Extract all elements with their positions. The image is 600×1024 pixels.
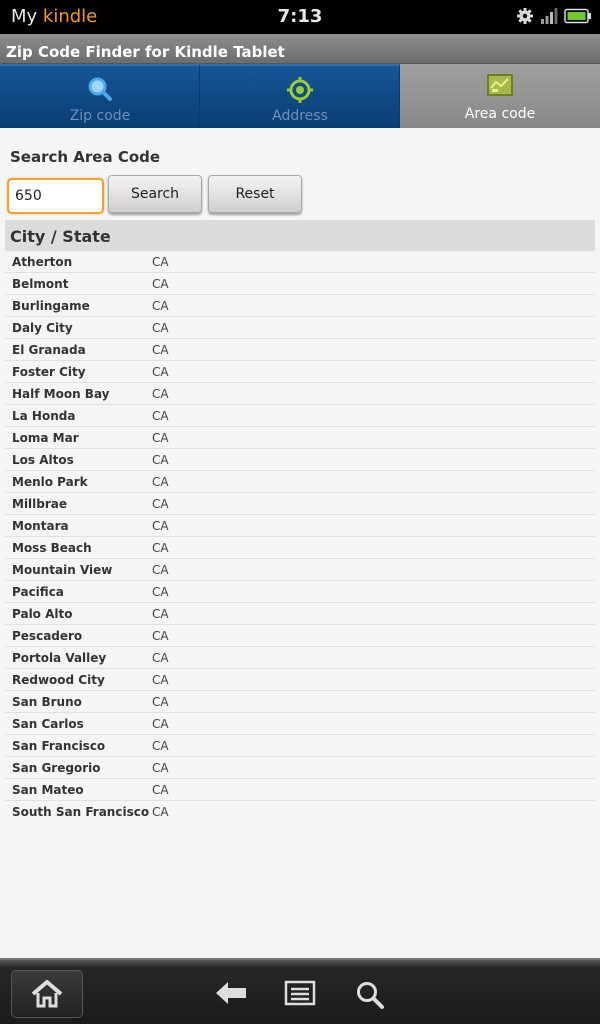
state-cell: CA <box>152 387 169 401</box>
menu-icon[interactable] <box>284 980 316 1006</box>
search-button[interactable]: Search <box>108 175 202 213</box>
state-cell: CA <box>152 497 169 511</box>
state-cell: CA <box>152 761 169 775</box>
results-list <box>5 251 595 823</box>
state-cell: CA <box>152 629 169 643</box>
tab-address[interactable] <box>200 64 400 128</box>
state-cell: CA <box>152 299 169 313</box>
table-row[interactable] <box>5 779 595 801</box>
battery-icon <box>564 8 592 24</box>
tab-label: Zip code <box>69 108 131 124</box>
city-cell: Burlingame <box>12 299 90 313</box>
reset-button[interactable]: Reset <box>208 175 302 213</box>
tab-label: Address <box>272 108 328 124</box>
state-cell: CA <box>152 365 169 379</box>
table-row[interactable] <box>5 537 595 559</box>
state-cell: CA <box>152 255 169 269</box>
state-cell: CA <box>152 519 169 533</box>
table-header: City / State <box>5 220 595 251</box>
tab-area-code[interactable] <box>400 64 600 128</box>
search-section-title: Search Area Code <box>10 148 161 166</box>
table-row[interactable] <box>5 559 595 581</box>
table-row[interactable] <box>5 427 595 449</box>
area-code-input[interactable] <box>7 178 104 214</box>
city-cell: La Honda <box>12 409 76 423</box>
table-row[interactable] <box>5 581 595 603</box>
table-row[interactable] <box>5 669 595 691</box>
tab-bar <box>0 64 600 128</box>
city-cell: Palo Alto <box>12 607 73 621</box>
gear-icon[interactable] <box>516 7 534 25</box>
city-cell: El Granada <box>12 343 86 357</box>
table-row[interactable] <box>5 625 595 647</box>
city-cell: Montara <box>12 519 69 533</box>
table-row[interactable] <box>5 317 595 339</box>
city-cell: San Mateo <box>12 783 84 797</box>
city-cell: Los Altos <box>12 453 74 467</box>
city-cell: Atherton <box>12 255 73 269</box>
table-row[interactable] <box>5 603 595 625</box>
city-cell: Redwood City <box>12 673 105 687</box>
search-icon[interactable] <box>355 980 385 1010</box>
back-arrow-icon[interactable] <box>214 980 248 1006</box>
status-icons <box>516 7 592 25</box>
brand-kindle: kindle <box>42 6 98 27</box>
table-row[interactable] <box>5 757 595 779</box>
table-row[interactable] <box>5 471 595 493</box>
status-bar <box>0 0 600 34</box>
state-cell: CA <box>152 695 169 709</box>
state-cell: CA <box>152 541 169 555</box>
table-row[interactable] <box>5 691 595 713</box>
city-cell: Foster City <box>12 365 86 379</box>
state-cell: CA <box>152 475 169 489</box>
map-icon <box>487 74 513 96</box>
city-cell: Pescadero <box>12 629 83 643</box>
city-cell: Pacifica <box>12 585 64 599</box>
table-row[interactable] <box>5 273 595 295</box>
state-cell: CA <box>152 607 169 621</box>
table-row[interactable] <box>5 801 595 823</box>
target-icon <box>286 76 314 104</box>
state-cell: CA <box>152 739 169 753</box>
state-cell: CA <box>152 563 169 577</box>
table-row[interactable] <box>5 735 595 757</box>
city-cell: San Bruno <box>12 695 82 709</box>
city-cell: Menlo Park <box>12 475 88 489</box>
city-cell: Mountain View <box>12 563 113 577</box>
tab-label: Area code <box>464 106 536 122</box>
home-icon <box>30 979 64 1009</box>
brand-my: My <box>11 6 38 27</box>
table-row[interactable] <box>5 383 595 405</box>
table-row[interactable] <box>5 339 595 361</box>
city-cell: Moss Beach <box>12 541 92 555</box>
table-row[interactable] <box>5 493 595 515</box>
bottom-nav-bar <box>0 958 600 1024</box>
table-row[interactable] <box>5 251 595 273</box>
tab-zip-code[interactable] <box>0 64 200 128</box>
home-button[interactable] <box>11 970 83 1018</box>
table-row[interactable] <box>5 713 595 735</box>
state-cell: CA <box>152 453 169 467</box>
state-cell: CA <box>152 673 169 687</box>
table-row[interactable] <box>5 515 595 537</box>
state-cell: CA <box>152 585 169 599</box>
state-cell: CA <box>152 431 169 445</box>
signal-icon <box>540 8 558 24</box>
state-cell: CA <box>152 805 169 819</box>
clock: 7:13 <box>277 6 323 27</box>
city-cell: Half Moon Bay <box>12 387 110 401</box>
magnifier-icon <box>87 76 113 102</box>
state-cell: CA <box>152 277 169 291</box>
city-cell: South San Francisco <box>12 805 150 819</box>
state-cell: CA <box>152 651 169 665</box>
city-cell: Millbrae <box>12 497 68 511</box>
city-cell: San Carlos <box>12 717 84 731</box>
city-cell: Belmont <box>12 277 69 291</box>
state-cell: CA <box>152 321 169 335</box>
city-cell: San Francisco <box>12 739 106 753</box>
state-cell: CA <box>152 409 169 423</box>
table-row[interactable] <box>5 647 595 669</box>
state-cell: CA <box>152 343 169 357</box>
city-cell: Daly City <box>12 321 73 335</box>
table-row[interactable] <box>5 449 595 471</box>
state-cell: CA <box>152 783 169 797</box>
city-cell: San Gregorio <box>12 761 101 775</box>
city-cell: Loma Mar <box>12 431 79 445</box>
city-cell: Portola Valley <box>12 651 107 665</box>
state-cell: CA <box>152 717 169 731</box>
table-row[interactable] <box>5 405 595 427</box>
app-title: Zip Code Finder for Kindle Tablet <box>0 34 600 64</box>
table-row[interactable] <box>5 295 595 317</box>
table-row[interactable] <box>5 361 595 383</box>
